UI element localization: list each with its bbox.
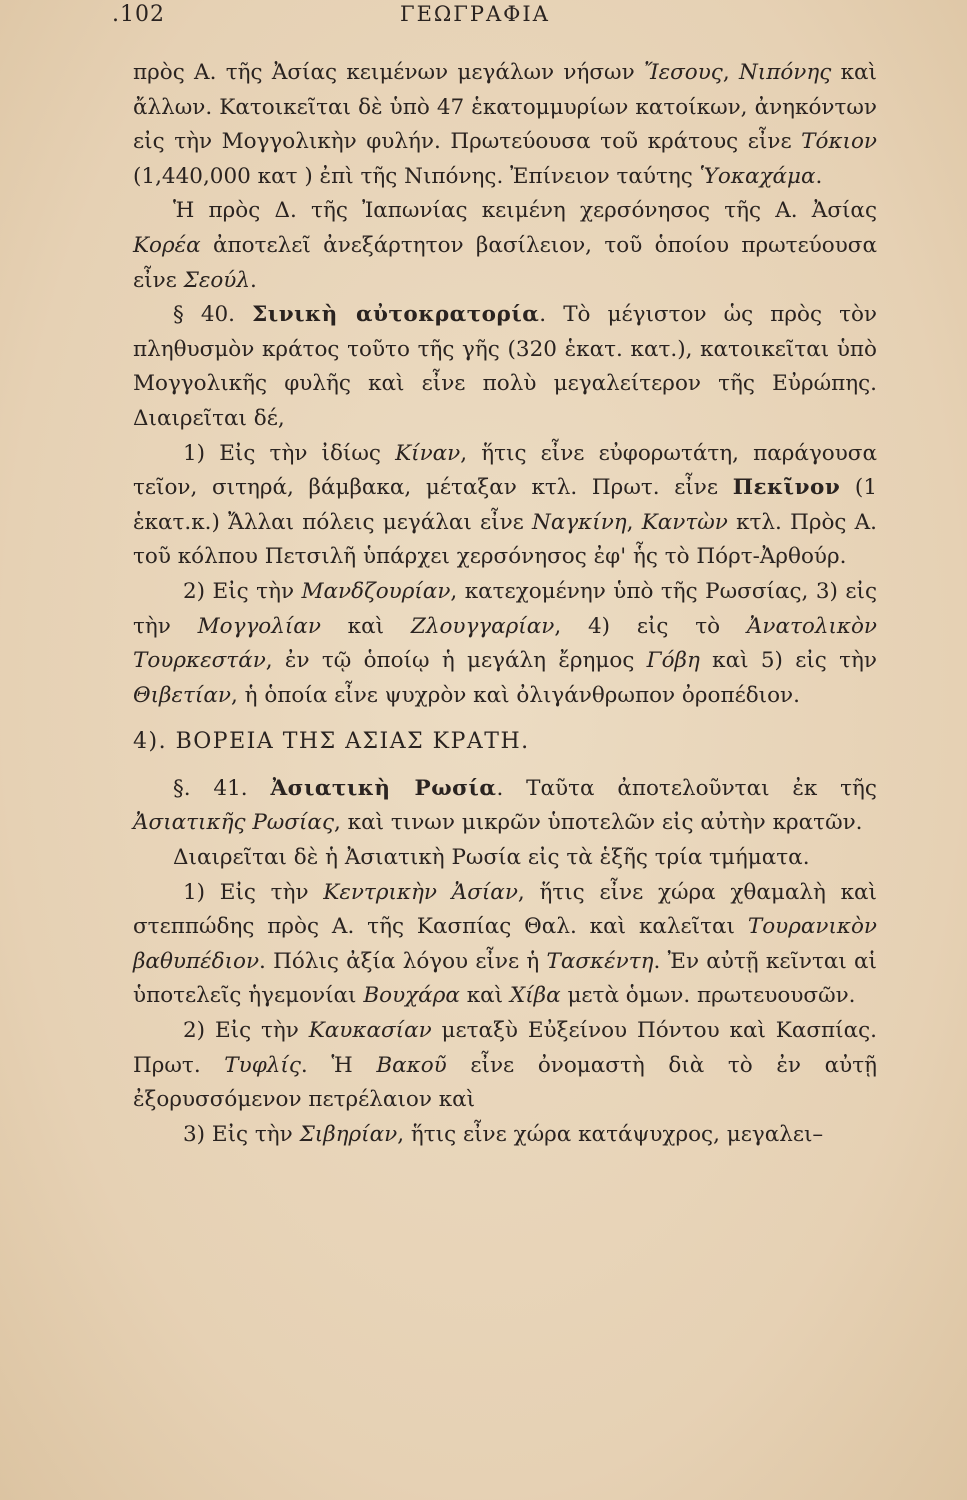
paragraph xyxy=(133,298,877,436)
section-heading xyxy=(133,725,877,760)
text-run: 2) Εἰς τὴν xyxy=(183,578,302,604)
text-run: , καὶ τινων μικρῶν ὑποτελῶν εἰς αὐτὴν κρατῶν. xyxy=(334,810,863,836)
text-run: 1) Εἰς τὴν ἰδίως xyxy=(183,440,396,466)
text-run: εἶνε ὀνομαστὴ διὰ τὸ ἐν αὐτῇ ἐξορυσσόμενον πετρέλαιον καὶ xyxy=(133,1052,877,1113)
page-header xyxy=(0,0,967,30)
paragraph xyxy=(133,841,877,876)
italic-term: Μογγολίαν xyxy=(197,613,321,639)
text-run: Ἡ πρὸς Δ. τῆς Ἰαπωνίας κειμένη χερσόνησος τῆς Α. Ἀσίας xyxy=(173,198,877,224)
italic-term: Θιβετίαν xyxy=(133,682,231,708)
text-run: . xyxy=(815,163,823,189)
italic-term: Γόβη xyxy=(646,648,700,674)
italic-term: Καυκασίαν xyxy=(308,1018,432,1044)
text-run: . Πόλις ἀξία λόγου εἶνε ἡ xyxy=(259,948,547,974)
text-run: . xyxy=(250,267,257,293)
italic-term: Σιβηρίαν xyxy=(299,1121,398,1147)
paragraph xyxy=(133,772,877,841)
text-run: , ἐν τῷ ὁποίῳ ἡ μεγάλη ἔρημος xyxy=(265,648,647,674)
text-run: 1) Εἰς τὴν xyxy=(183,879,324,905)
text-run: (1 ἑκατ.κ.) Ἄλλαι πόλεις μεγάλαι εἶνε xyxy=(133,475,877,535)
italic-term: Ἀσιατικῆς Ρωσίας xyxy=(133,810,334,836)
italic-term: Νιπόνης xyxy=(738,60,832,85)
bold-term: Πεκῖνον xyxy=(732,475,841,501)
italic-term: Καντὼν xyxy=(641,509,728,535)
text-run: μεταξὺ Εὐξείνου Πόντου καὶ Κασπίας. Πρωτ. xyxy=(133,1018,877,1078)
text-run: , ἥτις εἶνε χώρα κατάψυχρος, μεγαλει– xyxy=(397,1121,824,1147)
text-run: , ἥτις εἶνε χώρα χθαμαλὴ καὶ στεππώδης πρὸς Α. τῆς Κασπίας Θαλ. καὶ καλεῖται xyxy=(133,879,877,940)
italic-term: Βουχάρα xyxy=(363,983,460,1009)
text-run: , 4) εἰς τὸ xyxy=(554,613,747,639)
italic-term: Ἴεσους xyxy=(643,60,723,85)
italic-term: Ναγκίνη xyxy=(532,509,627,535)
text-run: . Ἡ xyxy=(300,1052,377,1078)
running-title: ΓΕΩΓΡΑΦΙΑ xyxy=(400,2,550,26)
paragraph xyxy=(133,575,877,713)
paragraph xyxy=(133,194,877,298)
text-run: §. 41. xyxy=(173,775,271,801)
italic-term: Κίναν xyxy=(395,440,461,466)
italic-term: Κορέα xyxy=(133,232,201,258)
text-run: πρὸς Α. τῆς Ἀσίας κειμένων μεγάλων νήσων xyxy=(133,60,644,85)
italic-term: Σεούλ xyxy=(183,267,251,293)
text-run: , κατεχομένην ὑπὸ τῆς Ρωσσίας, 3) εἰς τὴν xyxy=(133,578,877,639)
paragraph xyxy=(133,437,877,575)
paragraph xyxy=(133,1118,877,1153)
bold-term: Ἀσιατικὴ Ρωσία xyxy=(270,775,497,801)
paragraph xyxy=(133,56,877,194)
text-run: . Ἐν αὐτῇ κεῖνται αἱ ὑποτελεῖς ἡγεμονίαι xyxy=(133,948,877,1009)
italic-term: Τουρανικὸν βαθυπέδιον xyxy=(133,914,877,974)
page-number: .102 xyxy=(112,2,165,27)
italic-term: Ζλουγγαρίαν xyxy=(410,613,555,639)
paragraph xyxy=(133,1014,877,1118)
text-run: 2) Εἰς τὴν xyxy=(183,1018,309,1044)
text-run: , ἥτις εἶνε εὐφορωτάτη, παράγουσα τεῖον, σιτηρά, βάμβακα, μέταξαν κτλ. Πρωτ. εἶνε xyxy=(133,440,878,501)
text-run: καὶ 5) εἰς τὴν xyxy=(699,648,877,674)
text-run: , xyxy=(722,60,739,85)
text-run: . Τὸ μέγιστον ὡς πρὸς τὸν πληθυσμὸν κράτος τοῦτο τῆς γῆς (320 ἑκατ. κατ.), κατοικεῖται ὑπὸ Μογγολικῆς φυλῆς καὶ εἶνε πολὺ μεγαλείτερον τῆς Εὐρώπης. Διαιρεῖται δέ, xyxy=(133,302,877,431)
text-run: (1,440,000 κατ ) ἐπὶ τῆς Νιπόνης. Ἐπίνειον ταύτης xyxy=(133,163,700,189)
text-run: , ἡ ὁποία εἶνε ψυχρὸν καὶ ὀλιγάνθρωπον ὀροπέδιον. xyxy=(230,682,800,708)
text-run: 3) Εἰς τὴν xyxy=(183,1121,300,1147)
text-run: καὶ ἄλλων. Κατοικεῖται δὲ ὑπὸ 47 ἑκατομμυρίων κατοίκων, ἀνηκόντων εἰς τὴν Μογγολικὴν φυλήν. Πρωτεύουσα τοῦ κράτους εἶνε xyxy=(133,60,877,155)
italic-term: Χίβα xyxy=(509,983,561,1009)
text-run: Διαιρεῖται δὲ ἡ Ἀσιατικὴ Ρωσία εἰς τὰ ἑξῆς τρία τμήματα. xyxy=(173,845,810,871)
italic-term: Κεντρικὴν Ἀσίαν xyxy=(323,879,518,905)
text-run: καὶ xyxy=(459,983,510,1009)
text-run: 4). ΒΟΡΕΙΑ ΤΗΣ ΑΣΙΑΣ ΚΡΑΤΗ. xyxy=(133,729,530,755)
italic-term: Ἀνατολικὸν Τουρκεστάν xyxy=(133,613,877,674)
bold-term: Σινικὴ αὐτοκρατορία xyxy=(252,302,540,328)
text-run: , xyxy=(626,509,642,535)
paragraph xyxy=(133,876,877,1014)
italic-term: Ὑοκαχάμα xyxy=(699,163,816,189)
text-run: μετὰ ὁμων. πρωτευουσῶν. xyxy=(560,983,856,1009)
italic-term: Τυφλίς xyxy=(224,1052,301,1078)
text-run: . Ταῦτα ἀποτελοῦνται ἐκ τῆς xyxy=(496,775,877,801)
text-run: κτλ. Πρὸς Α. τοῦ κόλπου Πετσιλῆ ὑπάρχει χερσόνησος ἐφ' ἧς τὸ Πόρτ-Ἀρθούρ. xyxy=(133,509,877,570)
italic-term: Τόκιον xyxy=(801,129,877,155)
italic-term: Βακοῦ xyxy=(376,1052,447,1078)
text-run: ἀποτελεῖ ἀνεξάρτητον βασίλειον, τοῦ ὁποίου πρωτεύουσα εἶνε xyxy=(133,232,877,293)
page-body xyxy=(133,56,877,1152)
italic-term: Μανδζουρίαν xyxy=(301,578,451,604)
text-run: § 40. xyxy=(173,302,253,328)
text-run: καὶ xyxy=(320,613,411,639)
italic-term: Τασκέντη xyxy=(546,948,654,974)
